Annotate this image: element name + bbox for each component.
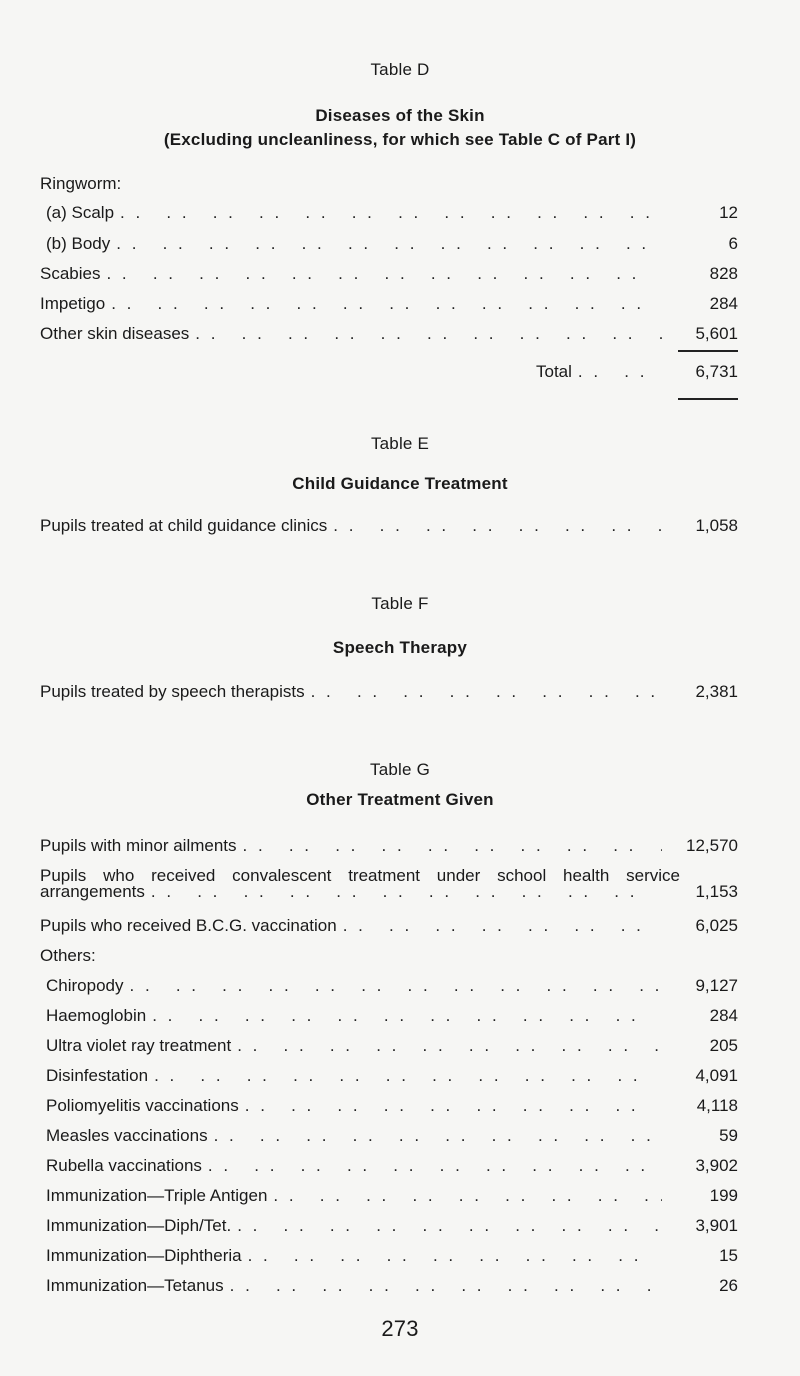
convalescent-line-1: Pupils who received convalescent treatment under school health service bbox=[40, 866, 680, 885]
table-g-label: Table G bbox=[370, 760, 430, 779]
row-label: Immunization—Diphtheria bbox=[46, 1246, 242, 1265]
row-label: Pupils treated at child guidance clinics bbox=[40, 516, 328, 535]
row-value: 15 bbox=[719, 1246, 738, 1265]
row-value: 59 bbox=[719, 1126, 738, 1145]
total-rule-top bbox=[678, 350, 738, 352]
table-row bbox=[46, 1124, 738, 1148]
row-value: 12,570 bbox=[686, 836, 738, 855]
table-row bbox=[46, 232, 738, 256]
table-f-label: Table F bbox=[371, 594, 429, 613]
table-row bbox=[46, 1274, 738, 1298]
row-value: 199 bbox=[709, 1186, 738, 1205]
row-label: Immunization—Diph/Tet. bbox=[46, 1216, 232, 1235]
row-label: arrangements bbox=[40, 882, 145, 901]
row-label: Disinfestation bbox=[46, 1066, 149, 1085]
table-row bbox=[46, 974, 738, 998]
total-label: Total bbox=[536, 362, 572, 381]
row-value: 205 bbox=[709, 1036, 738, 1055]
row-label: Poliomyelitis vaccinations bbox=[46, 1096, 239, 1115]
table-row bbox=[40, 514, 738, 538]
row-value: 4,118 bbox=[696, 1096, 738, 1115]
row-label: Immunization—Triple Antigen bbox=[46, 1186, 268, 1205]
ringworm-label: Ringworm: bbox=[40, 174, 122, 193]
row-label: Measles vaccinations bbox=[46, 1126, 208, 1145]
table-row bbox=[46, 1094, 738, 1118]
row-label: Scabies bbox=[40, 264, 101, 283]
row-label: (a) Scalp bbox=[46, 203, 115, 222]
others-label: Others: bbox=[40, 946, 96, 965]
table-row bbox=[46, 1184, 738, 1208]
row-label: Pupils treated by speech therapists bbox=[40, 682, 305, 701]
row-value: 1,058 bbox=[695, 516, 738, 535]
row-value: 2,381 bbox=[695, 682, 738, 701]
row-value: 4,091 bbox=[695, 1066, 738, 1085]
table-row bbox=[40, 322, 738, 346]
row-label: Other skin diseases bbox=[40, 324, 190, 343]
row-value: 12 bbox=[719, 203, 738, 222]
row-label: Pupils with minor ailments bbox=[40, 836, 237, 855]
table-f-title: Speech Therapy bbox=[332, 638, 468, 657]
row-label: Haemoglobin bbox=[46, 1006, 147, 1025]
table-g-title: Other Treatment Given bbox=[306, 790, 494, 809]
total-row bbox=[536, 360, 738, 384]
table-row bbox=[40, 292, 738, 316]
row-label: (b) Body bbox=[46, 234, 111, 253]
table-row bbox=[40, 834, 738, 858]
table-row bbox=[46, 1004, 738, 1028]
row-value: 284 bbox=[709, 1006, 738, 1025]
table-row bbox=[46, 1034, 738, 1058]
row-label: Rubella vaccinations bbox=[46, 1156, 202, 1175]
table-row bbox=[46, 1214, 738, 1238]
row-value: 26 bbox=[719, 1276, 738, 1295]
total-value: 6,731 bbox=[695, 362, 738, 381]
table-d-subtitle: (Excluding uncleanliness, for which see Table C of Part I) bbox=[163, 130, 637, 149]
table-row bbox=[40, 914, 738, 938]
table-d-label: Table D bbox=[370, 60, 430, 79]
table-row bbox=[46, 1154, 738, 1178]
row-value: 284 bbox=[709, 294, 738, 313]
row-value: 828 bbox=[709, 264, 738, 283]
row-value: 5,601 bbox=[695, 324, 738, 343]
row-label: Pupils who received B.C.G. vaccination bbox=[40, 916, 337, 935]
table-row bbox=[46, 1064, 738, 1088]
row-value: 3,902 bbox=[695, 1156, 738, 1175]
row-value: 9,127 bbox=[695, 976, 738, 995]
row-value: 3,901 bbox=[695, 1216, 738, 1235]
row-value: 6,025 bbox=[695, 916, 738, 935]
row-value: 6 bbox=[728, 234, 738, 253]
row-label: Immunization—Tetanus bbox=[46, 1276, 224, 1295]
table-row bbox=[40, 880, 738, 904]
row-label: Impetigo bbox=[40, 294, 106, 313]
table-d-title: Diseases of the Skin bbox=[315, 106, 485, 125]
row-value: 1,153 bbox=[695, 882, 738, 901]
table-e-label: Table E bbox=[370, 434, 430, 453]
table-row bbox=[40, 680, 738, 704]
row-label: Ultra violet ray treatment bbox=[46, 1036, 232, 1055]
page-number: 273 bbox=[381, 1316, 419, 1341]
table-e-title: Child Guidance Treatment bbox=[292, 474, 508, 493]
row-label: Chiropody bbox=[46, 976, 124, 995]
table-row bbox=[46, 1244, 738, 1268]
total-rule-bottom bbox=[678, 398, 738, 400]
table-row bbox=[46, 201, 738, 225]
table-row bbox=[40, 262, 738, 286]
